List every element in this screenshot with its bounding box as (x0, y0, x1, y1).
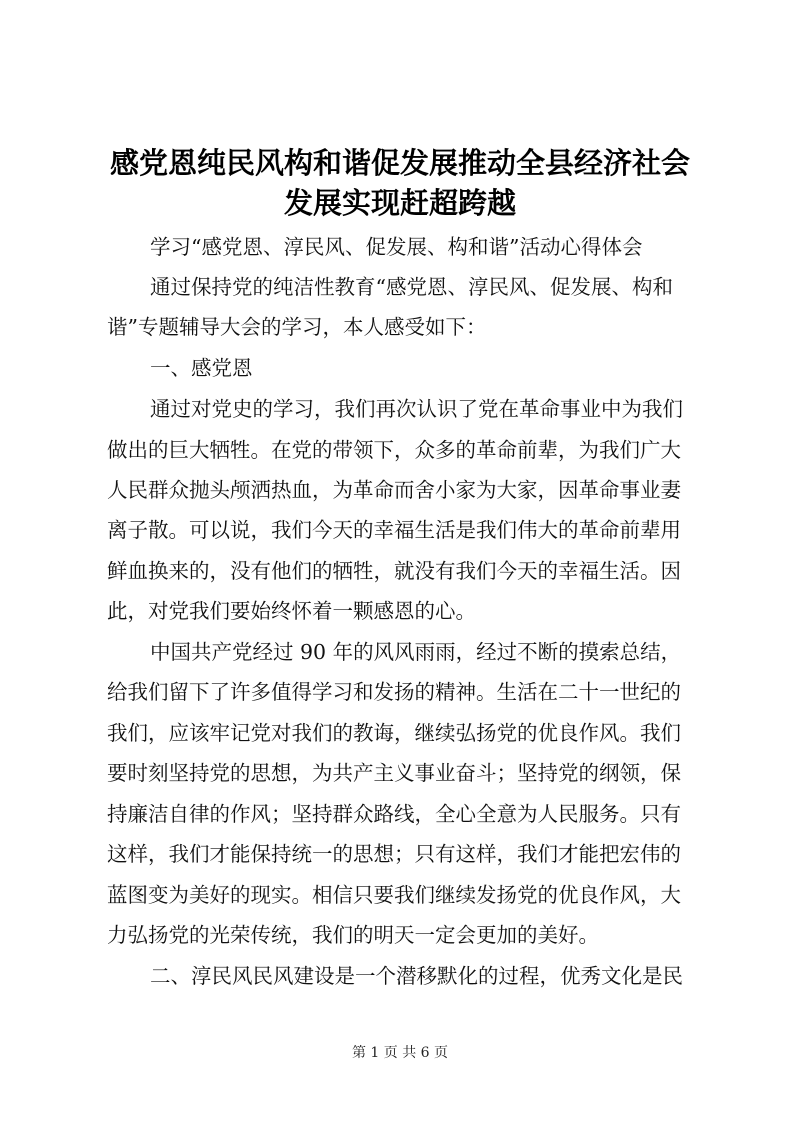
body-line: 要时刻坚持党的思想，为共产主义事业奋斗；坚持党的纲领，保 (107, 761, 681, 785)
section-heading: 一、感党恩 (150, 356, 253, 380)
body-line: 中国共产党经过 90 年的风风雨雨，经过不断的摸索总结， (150, 640, 682, 664)
body-line: 做出的巨大牺牲。在党的带领下，众多的革命前辈，为我们广大 (107, 438, 681, 462)
body-line: 蓝图变为美好的现实。相信只要我们继续发扬党的优良作风，大 (107, 883, 681, 907)
body-line: 通过对党史的学习，我们再次认识了党在革命事业中为我们 (150, 397, 683, 421)
body-line: 这样，我们才能保持统一的思想；只有这样，我们才能把宏伟的 (107, 842, 681, 866)
body-line: 持廉洁自律的作风；坚持群众路线，全心全意为人民服务。只有 (107, 802, 681, 826)
body-line: 通过保持党的纯洁性教育“感党恩、淳民风、促发展、构和 (150, 275, 673, 299)
body-line: 力弘扬党的光荣传统，我们的明天一定会更加的美好。 (107, 923, 599, 947)
section-heading: 二、淳民风民风建设是一个潜移默化的过程，优秀文化是民 (150, 964, 683, 988)
body-line: 给我们留下了许多值得学习和发扬的精神。生活在二十一世纪的 (107, 680, 681, 704)
document-title-line-2: 发展实现赶超跨越 (283, 186, 516, 220)
body-line: 谐”专题辅导大会的学习，本人感受如下： (107, 315, 487, 339)
body-line: 此，对党我们要始终怀着一颗感恩的心。 (107, 599, 476, 623)
body-line: 人民群众抛头颅洒热血，为革命而舍小家为大家，因革命事业妻 (107, 478, 681, 502)
body-line: 我们，应该牢记党对我们的教诲，继续弘扬党的优良作风。我们 (107, 721, 681, 745)
body-line: 鲜血换来的，没有他们的牺牲，就没有我们今天的幸福生活。因 (107, 559, 681, 583)
subtitle-line: 学习“感党恩、淳民风、促发展、构和谐”活动心得体会 (150, 235, 643, 259)
document-title-line-1: 感党恩纯民风构和谐促发展推动全县经济社会 (109, 146, 690, 180)
body-line: 离子散。可以说，我们今天的幸福生活是我们伟大的革命前辈用 (107, 518, 681, 542)
page-footer: 第 1 页 共 6 页 (351, 1045, 449, 1061)
